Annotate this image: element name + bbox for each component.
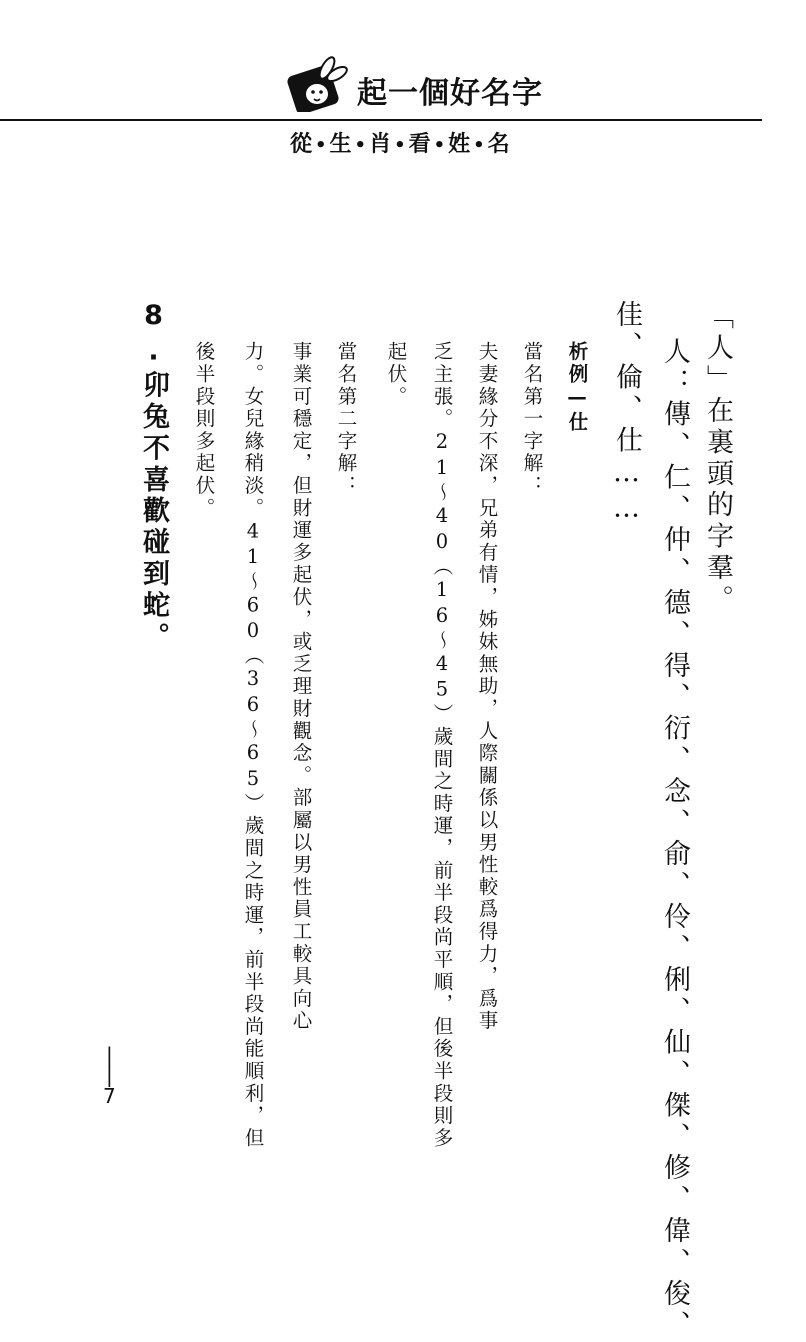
text-column-body: 起伏。 (384, 341, 408, 408)
text-column-body: 乏主張。21～40（16～45）歲間之時運，前半段尚平順，但後半段則多 (430, 341, 454, 1150)
text-column-body: 後半段則多起伏。 (192, 341, 216, 520)
bullet-separator: • (394, 135, 406, 156)
page-number (103, 1045, 116, 1106)
subtitle-char: 肖 (369, 132, 392, 157)
rabbit-logo-icon (287, 56, 351, 112)
bullet-separator: • (354, 135, 367, 156)
subtitle-char: 名 (487, 132, 510, 157)
text-column-body: 力。女兒緣稍淡。41～60（36～65）歲間之時運，前半段尚能順利，但 (241, 341, 265, 1150)
bullet-separator: • (473, 135, 485, 156)
header-rule (0, 119, 762, 121)
bullet-separator: • (433, 135, 446, 156)
text-column-body: 夫妻緣分不深，兄弟有情，姊妹無助，人際關係以男性較爲得力，爲事 (475, 341, 499, 1033)
book-title: 起一個好名字 (357, 76, 543, 111)
book-subtitle (290, 127, 510, 158)
text-column-character-list-cont: 佳、倫、仕…… (611, 300, 642, 528)
text-column-character-list: 人：傳、仁、仲、德、得、衍、念、俞、伶、俐、仙、傑、修、偉、俊、 (659, 337, 690, 1342)
text-column-body: 事業可穩定，但財運多起伏，或乏理財觀念。部屬以男性員工較具向心 (289, 341, 313, 1033)
text-column-first-char-label: 當名第一字解： (520, 341, 544, 498)
page-number-bracket: | (105, 1063, 113, 1088)
bullet-separator: • (315, 135, 327, 156)
text-column-second-char-label: 當名第二字解： (334, 341, 358, 498)
section-title: 8.卯兔不喜歡碰到蛇。 (138, 300, 169, 654)
subtitle-char: 生 (329, 132, 352, 157)
subtitle-char: 從 (290, 132, 313, 157)
subtitle-char: 姓 (448, 132, 471, 157)
page-number-bracket: | (105, 1043, 113, 1067)
page-number-value: 7 (103, 1083, 116, 1108)
text-column-section-heading: 「人」在裏頭的字羣。 (702, 302, 733, 616)
example-heading: 析例—仕 (565, 341, 589, 434)
subtitle-char: 看 (408, 132, 431, 157)
running-header (0, 0, 806, 170)
